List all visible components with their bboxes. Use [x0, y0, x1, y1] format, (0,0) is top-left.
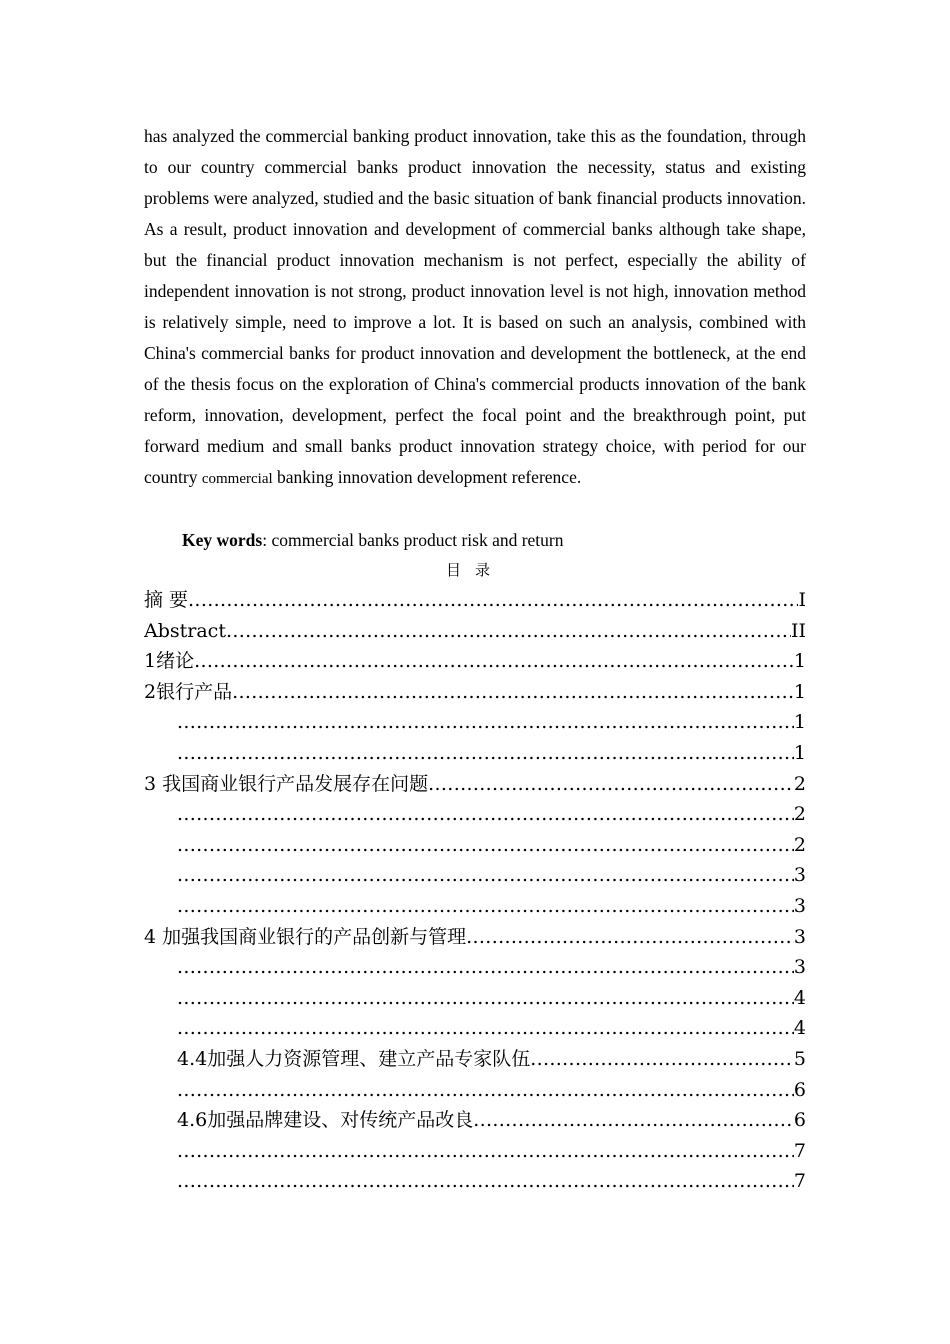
- toc-entry[interactable]: [144, 1136, 806, 1167]
- toc-entry-label: 3 我国商业银行产品发展存在问题: [144, 772, 429, 795]
- toc-entry[interactable]: [144, 616, 806, 647]
- toc-leader-dots: [177, 1136, 794, 1167]
- toc-leader-dots: [177, 1166, 794, 1197]
- toc-entry[interactable]: [144, 1013, 806, 1044]
- abstract-text: has analyzed the commercial banking product innovation, take this as the foundation, through to our country commercial banks product innovation the necessity, status and existing problems were analyzed, studied and the basic situation of bank financial products innovation. As a result, product innovation and development of commercial banks although take shape, but the financial product innovation mechanism is not perfect, especially the ability of independent innovation is not strong, product innovation level is not high, innovation method is relatively simple, need to improve a lot. It is based on such an analysis, combined with China's commercial banks for product innovation and development the bottleneck, at the end of the thesis focus on the exploration of China's commercial products innovation of the bank reform, innovation, development, perfect the focal point and the breakthrough point, put forward medium and small banks product innovation strategy choice, with period for our country: [144, 126, 806, 487]
- toc-entry-page: 6: [793, 1109, 806, 1132]
- toc-entry-label: 1绪论: [144, 650, 195, 673]
- toc-leader-dots: [473, 1105, 794, 1136]
- keywords-label: Key words: [182, 530, 263, 550]
- toc-entry-page: I: [798, 589, 806, 611]
- toc-entry-page: 1: [793, 711, 806, 734]
- toc-entry-page: 2: [793, 772, 806, 795]
- toc-leader-dots: [177, 799, 794, 830]
- keywords-text: : commercial banks product risk and return: [262, 530, 564, 550]
- toc-entry[interactable]: [144, 585, 806, 616]
- abstract-text-end: banking innovation development reference.: [272, 467, 582, 487]
- toc-entry[interactable]: [144, 1075, 806, 1106]
- toc-entry-page: 1: [793, 680, 806, 703]
- toc-leader-dots: [177, 891, 794, 922]
- abstract-body: [144, 121, 806, 495]
- toc-leader-dots: [177, 983, 794, 1014]
- toc-entry[interactable]: [144, 1166, 806, 1197]
- toc-entry-label: 4.4加强人力资源管理、建立产品专家队伍: [177, 1047, 531, 1070]
- toc-entry-label: 摘 要: [144, 589, 189, 611]
- toc-entry-page: 3: [793, 925, 806, 948]
- toc-entry-page: 1: [793, 650, 806, 673]
- toc-leader-dots: [177, 952, 794, 983]
- toc-entry-page: 2: [793, 833, 806, 856]
- toc-leader-dots: [188, 585, 798, 616]
- toc-entry[interactable]: [144, 707, 806, 738]
- toc-entry-page: II: [790, 619, 806, 642]
- toc-entry-page: 7: [793, 1170, 806, 1193]
- toc-entry-page: 3: [793, 864, 806, 887]
- toc-entry-page: 5: [793, 1047, 806, 1070]
- toc-entry-page: 2: [793, 803, 806, 826]
- toc-leader-dots: [226, 616, 791, 647]
- toc-entry[interactable]: [144, 983, 806, 1014]
- toc-leader-dots: [466, 922, 794, 953]
- toc-entry-page: 7: [793, 1139, 806, 1162]
- toc-entry[interactable]: [144, 1044, 806, 1075]
- table-of-contents: [144, 585, 806, 1197]
- toc-leader-dots: [177, 860, 794, 891]
- toc-entry-label: 2银行产品: [144, 680, 233, 703]
- toc-leader-dots: [428, 769, 794, 800]
- toc-entry-label: 4.6加强品牌建设、对传统产品改良: [177, 1109, 474, 1132]
- toc-entry-page: 4: [793, 986, 806, 1009]
- toc-leader-dots: [177, 1013, 794, 1044]
- toc-entry[interactable]: [144, 677, 806, 708]
- toc-entry[interactable]: [144, 799, 806, 830]
- toc-entry-label: 4 加强我国商业银行的产品创新与管理: [144, 925, 467, 948]
- toc-entry-page: 3: [793, 956, 806, 979]
- toc-entry[interactable]: [144, 738, 806, 769]
- toc-entry-page: 1: [793, 741, 806, 764]
- toc-entry-page: 4: [793, 1017, 806, 1040]
- toc-entry[interactable]: [144, 1105, 806, 1136]
- keywords-line: [182, 525, 802, 556]
- toc-leader-dots: [530, 1044, 794, 1075]
- toc-leader-dots: [194, 646, 794, 677]
- toc-entry[interactable]: [144, 952, 806, 983]
- toc-leader-dots: [177, 830, 794, 861]
- toc-entry-page: 6: [793, 1078, 806, 1101]
- toc-leader-dots: [232, 677, 794, 708]
- toc-entry[interactable]: [144, 769, 806, 800]
- toc-entry[interactable]: [144, 830, 806, 861]
- toc-entry[interactable]: [144, 891, 806, 922]
- abstract-text-small: commercial: [201, 471, 273, 487]
- toc-leader-dots: [177, 707, 794, 738]
- toc-entry-label: Abstract: [144, 619, 226, 642]
- toc-title: 目录: [445, 561, 504, 579]
- toc-leader-dots: [177, 1075, 794, 1106]
- toc-entry-page: 3: [793, 894, 806, 917]
- toc-entry[interactable]: [144, 646, 806, 677]
- abstract-paragraph: [144, 121, 806, 495]
- toc-leader-dots: [177, 738, 794, 769]
- toc-entry[interactable]: [144, 860, 806, 891]
- toc-entry[interactable]: [144, 922, 806, 953]
